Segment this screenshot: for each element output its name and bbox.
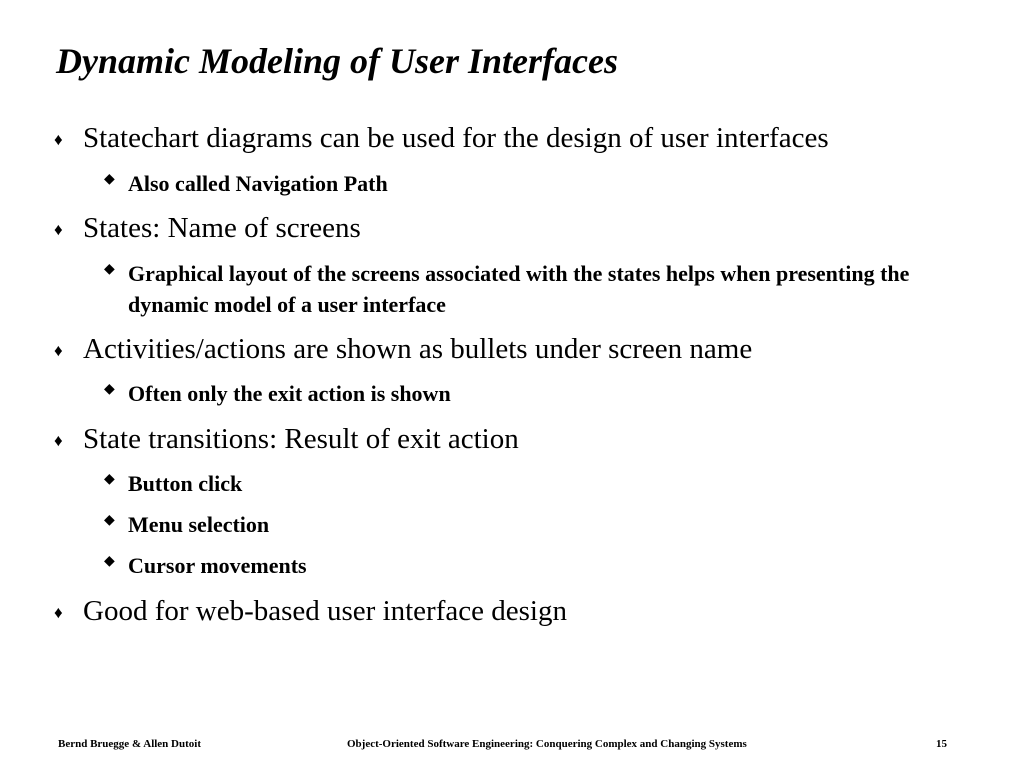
sub-bullet-text: Graphical layout of the screens associated with the states helps when presenting the dynamic model of a user interface: [128, 261, 910, 317]
diamond-sub-bullet-icon: ◆: [104, 472, 115, 487]
sub-bullet-text: Menu selection: [128, 512, 270, 537]
page-number: 15: [936, 738, 947, 750]
sub-bullet-text: Button click: [128, 471, 243, 496]
bullet-text: Statechart diagrams can be used for the design of user interfaces: [83, 122, 829, 154]
bullet-text: States: Name of screens: [83, 212, 361, 244]
footer-authors: Bernd Bruegge & Allen Dutoit: [58, 738, 201, 750]
slide-title: Dynamic Modeling of User Interfaces: [56, 41, 618, 81]
diamond-bullet-icon: ♦: [54, 220, 63, 239]
sub-bullet-text: Cursor movements: [128, 553, 307, 578]
sub-bullet-text: Also called Navigation Path: [128, 171, 388, 196]
diamond-sub-bullet-icon: ◆: [104, 554, 115, 569]
diamond-sub-bullet-icon: ◆: [104, 513, 115, 528]
bullet-text: Activities/actions are shown as bullets under screen name: [83, 333, 753, 365]
diamond-sub-bullet-icon: ◆: [104, 172, 115, 187]
bullet-text: Good for web-based user interface design: [83, 595, 567, 627]
diamond-bullet-icon: ♦: [54, 431, 63, 450]
sub-bullet-text: Often only the exit action is shown: [128, 381, 451, 406]
footer-book-title: Object-Oriented Software Engineering: Conquering Complex and Changing Systems: [347, 738, 747, 750]
diamond-bullet-icon: ♦: [54, 603, 63, 622]
diamond-sub-bullet-icon: ◆: [104, 262, 115, 277]
bullet-text: State transitions: Result of exit action: [83, 423, 519, 455]
diamond-sub-bullet-icon: ◆: [104, 382, 115, 397]
diamond-bullet-icon: ♦: [54, 130, 63, 149]
diamond-bullet-icon: ♦: [54, 341, 63, 360]
